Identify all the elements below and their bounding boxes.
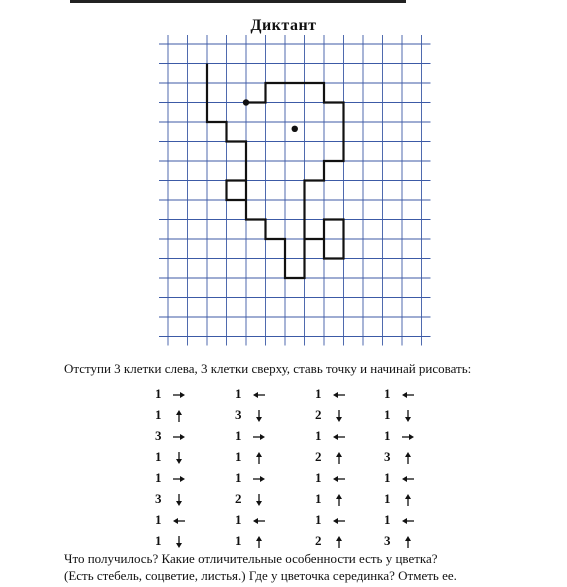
step-count: 1 (235, 428, 242, 443)
page-title: Диктант (250, 17, 317, 34)
dictation-step (384, 428, 424, 446)
arrow-icon (172, 536, 186, 548)
dictation-step (235, 491, 275, 509)
arrow-icon (332, 410, 346, 422)
question-text (64, 550, 457, 584)
arrow-icon (172, 452, 186, 464)
dictation-step (384, 533, 424, 551)
arrow-icon (401, 494, 415, 506)
dictation-step (155, 386, 195, 404)
step-count: 2 (315, 449, 322, 464)
arrow-icon (172, 410, 186, 422)
dictation-step (315, 407, 355, 425)
step-count: 1 (155, 533, 162, 548)
step-count: 2 (315, 533, 322, 548)
dictation-step (155, 407, 195, 425)
dictation-step (155, 470, 195, 488)
dictation-step (235, 407, 275, 425)
flower-center-dot (292, 126, 298, 132)
dictation-step (155, 428, 195, 446)
dictation-step (384, 407, 424, 425)
step-count: 1 (235, 449, 242, 464)
dictation-step (315, 512, 355, 530)
arrow-icon (172, 515, 186, 527)
dictation-step (155, 533, 195, 551)
dictation-step (235, 533, 275, 551)
step-count: 1 (235, 533, 242, 548)
step-count: 2 (235, 491, 242, 506)
arrow-icon (252, 473, 266, 485)
arrow-icon (401, 452, 415, 464)
step-count: 1 (235, 386, 242, 401)
arrow-icon (332, 473, 346, 485)
dictation-step (384, 512, 424, 530)
step-count: 1 (384, 491, 391, 506)
arrow-icon (332, 389, 346, 401)
step-count: 1 (384, 428, 391, 443)
arrow-icon (401, 473, 415, 485)
dictation-step (384, 386, 424, 404)
question-line: Что получилось? Какие отличительные особенности есть у цветка? (64, 551, 438, 566)
dictation-step (155, 491, 195, 509)
step-count: 1 (235, 512, 242, 527)
arrow-icon (401, 389, 415, 401)
step-count: 3 (235, 407, 242, 422)
dictation-step (315, 449, 355, 467)
step-count: 1 (384, 407, 391, 422)
arrow-icon (401, 536, 415, 548)
dictation-step (384, 470, 424, 488)
step-count: 2 (315, 407, 322, 422)
step-count: 1 (315, 512, 322, 527)
step-count: 3 (384, 533, 391, 548)
step-count: 3 (155, 428, 162, 443)
arrow-icon (332, 536, 346, 548)
flower-outline (207, 64, 344, 279)
arrow-icon (332, 452, 346, 464)
arrow-icon (401, 431, 415, 443)
step-count: 1 (315, 491, 322, 506)
arrow-icon (172, 431, 186, 443)
dictation-step (315, 428, 355, 446)
dictation-step (315, 386, 355, 404)
dictation-step (315, 533, 355, 551)
arrow-icon (401, 515, 415, 527)
arrow-icon (252, 536, 266, 548)
step-count: 1 (155, 512, 162, 527)
arrow-icon (252, 431, 266, 443)
arrow-icon (172, 494, 186, 506)
dictation-step (235, 470, 275, 488)
arrow-icon (252, 389, 266, 401)
arrow-icon (332, 515, 346, 527)
dictation-step (315, 470, 355, 488)
dictation-step (155, 512, 195, 530)
question-line: (Есть стебель, соцветие, листья.) Где у цветочка серединка? Отметь ее. (64, 568, 457, 583)
step-count: 1 (155, 407, 162, 422)
step-count: 1 (315, 428, 322, 443)
instruction-text: Отступи 3 клетки слева, 3 клетки сверху, ставь точку и начинай рисовать: (64, 361, 472, 376)
dictation-step (384, 449, 424, 467)
step-count: 1 (155, 449, 162, 464)
step-count: 1 (315, 470, 322, 485)
step-count: 3 (155, 491, 162, 506)
step-count: 1 (155, 470, 162, 485)
step-count: 1 (155, 386, 162, 401)
start-point-dot (243, 99, 249, 105)
arrow-icon (172, 473, 186, 485)
step-count: 1 (384, 386, 391, 401)
arrow-icon (252, 410, 266, 422)
arrow-icon (332, 431, 346, 443)
graph-paper-grid (159, 35, 431, 346)
arrow-icon (401, 410, 415, 422)
step-count: 3 (384, 449, 391, 464)
dictation-step (315, 491, 355, 509)
step-count: 1 (384, 470, 391, 485)
arrow-icon (252, 452, 266, 464)
dictation-table (155, 386, 425, 554)
dictation-step (155, 449, 195, 467)
dictation-step (235, 428, 275, 446)
step-count: 1 (384, 512, 391, 527)
dictation-step (235, 512, 275, 530)
dictation-step (235, 449, 275, 467)
arrow-icon (332, 494, 346, 506)
arrow-icon (252, 494, 266, 506)
step-count: 1 (315, 386, 322, 401)
arrow-icon (252, 515, 266, 527)
dictation-step (384, 491, 424, 509)
step-count: 1 (235, 470, 242, 485)
dictation-step (235, 386, 275, 404)
arrow-icon (172, 389, 186, 401)
